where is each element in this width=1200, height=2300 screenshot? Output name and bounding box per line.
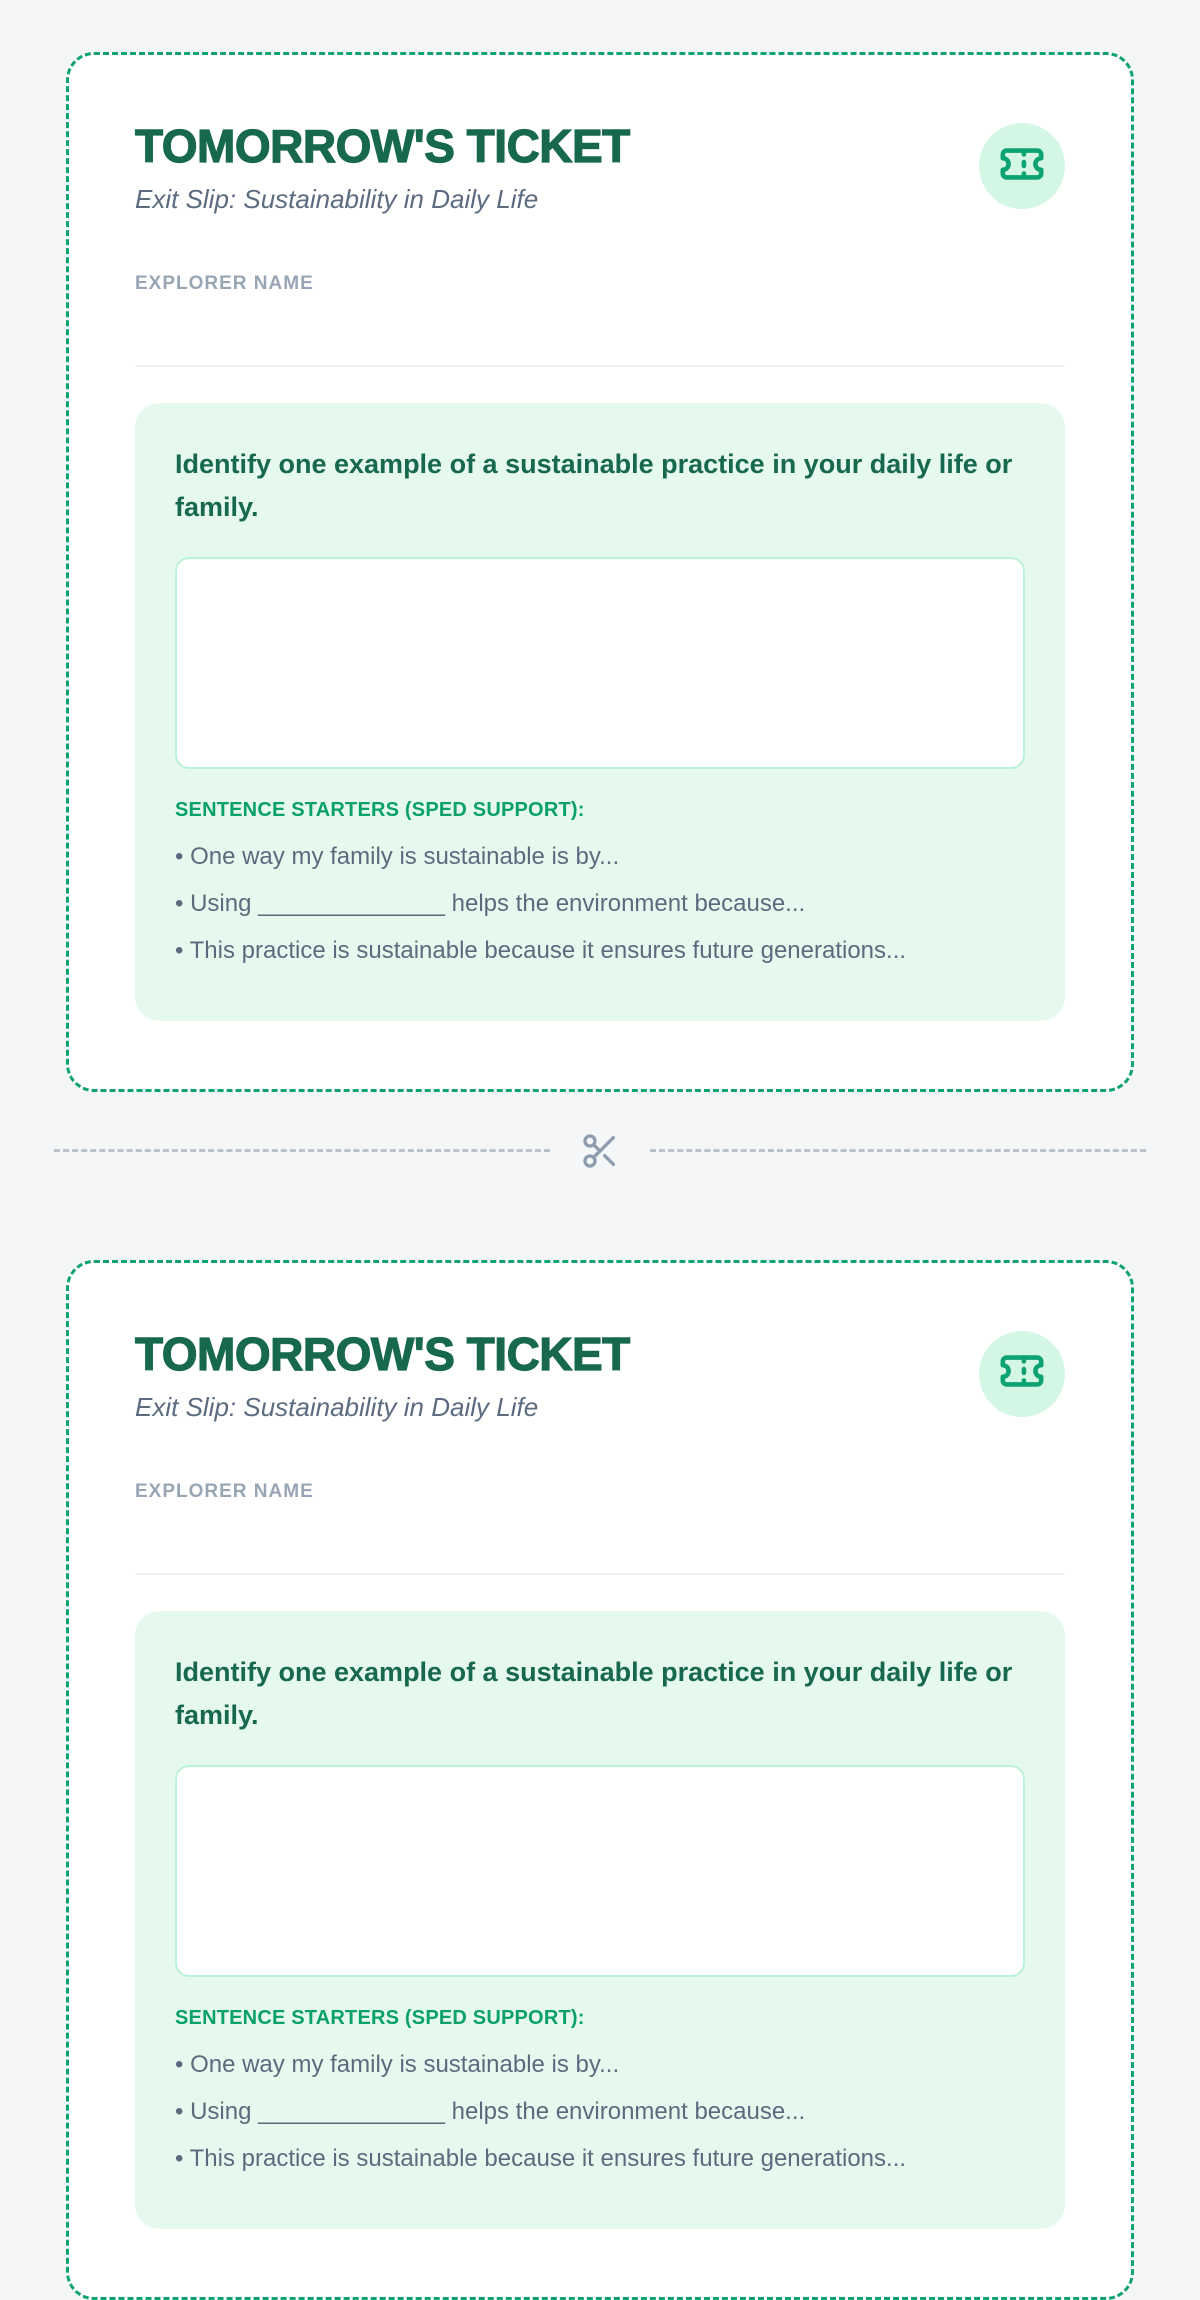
cut-line-divider [54, 1134, 1146, 1168]
ticket-title: TOMORROW'S TICKET [135, 1327, 630, 1380]
explorer-name-label: EXPLORER NAME [135, 1480, 314, 1502]
ticket-card-top [66, 52, 1134, 1092]
sentence-starter-item: • This practice is sustainable because it ensures future generations... [175, 936, 907, 964]
explorer-name-label: EXPLORER NAME [135, 272, 314, 294]
sentence-starters-label: SENTENCE STARTERS (SPED SUPPORT): [175, 798, 585, 821]
explorer-name-field[interactable] [135, 365, 1065, 367]
ticket-icon [999, 141, 1045, 192]
ticket-heading-group [135, 121, 630, 215]
sentence-starter-item: • This practice is sustainable because it ensures future generations... [175, 2144, 907, 2172]
ticket-badge [979, 1331, 1065, 1417]
ticket-icon [999, 1348, 1045, 1399]
sentence-starter-item: • One way my family is sustainable is by... [175, 2050, 620, 2078]
ticket-header [135, 1329, 1065, 1423]
answer-field[interactable] [175, 557, 1025, 769]
ticket-subtitle: Exit Slip: Sustainability in Daily Life [135, 183, 539, 214]
ticket-header [135, 121, 1065, 215]
prompt-question: Identify one example of a sustainable practice in your daily life or family. [175, 1656, 1013, 1730]
ticket-card-bottom [66, 1260, 1134, 2300]
ticket-subtitle: Exit Slip: Sustainability in Daily Life [135, 1391, 539, 1422]
explorer-name-field[interactable] [135, 1573, 1065, 1575]
scissors-icon [580, 1131, 620, 1171]
ticket-badge [979, 123, 1065, 209]
prompt-panel [135, 403, 1065, 1021]
cut-dash-left [54, 1149, 550, 1152]
prompt-question: Identify one example of a sustainable practice in your daily life or family. [175, 448, 1013, 522]
ticket-title: TOMORROW'S TICKET [135, 120, 630, 172]
answer-field[interactable] [175, 1765, 1025, 1977]
prompt-panel [135, 1611, 1065, 2229]
sentence-starter-item: • Using ______________ helps the environment because... [175, 889, 806, 917]
ticket-heading-group [135, 1329, 630, 1423]
sentence-starter-item: • Using ______________ helps the environment because... [175, 2097, 806, 2125]
sentence-starter-item: • One way my family is sustainable is by... [175, 842, 620, 870]
cut-dash-right [650, 1149, 1146, 1152]
sentence-starters-label: SENTENCE STARTERS (SPED SUPPORT): [175, 2006, 585, 2029]
